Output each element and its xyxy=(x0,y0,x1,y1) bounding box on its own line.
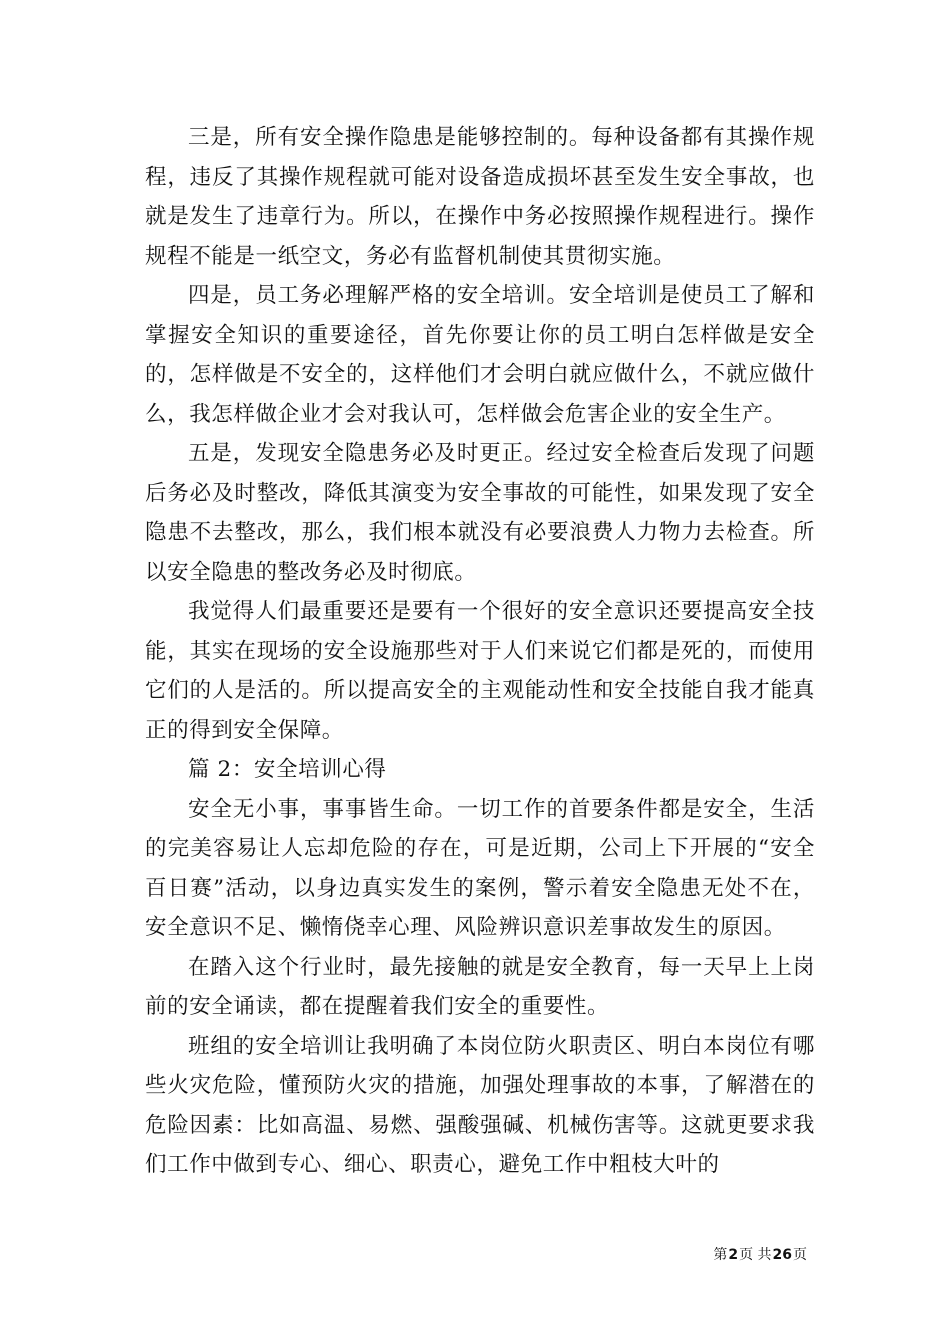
footer-prefix: 第 xyxy=(713,1247,728,1263)
footer-current-page: 2 xyxy=(728,1247,739,1263)
page-number-footer xyxy=(713,1246,807,1264)
footer-total-pages: 26 xyxy=(772,1247,792,1263)
section-heading: 篇 2：安全培训心得 xyxy=(188,757,387,782)
paragraph-point-three: 三是，所有安全操作隐患是能够控制的。每种设备都有其操作规程，违反了其操作规程就可能对设备造成损坏甚至发生安全事故，也就是发生了违章行为。所以，在操作中务必按照操作规程进行。操作规程不能是一纸空文，务必有监督机制使其贯彻实施。 xyxy=(145,125,815,269)
footer-suffix: 页 xyxy=(793,1247,807,1263)
document-body xyxy=(145,118,815,1185)
paragraph-conclusion: 我觉得人们最重要还是要有一个很好的安全意识还要提高安全技能，其实在现场的安全设施那些对于人们来说它们都是死的，而使用它们的人是活的。所以提高安全的主观能动性和安全技能自我才能真正的得到安全保障。 xyxy=(145,599,815,743)
footer-middle: 页 共 xyxy=(739,1247,772,1263)
paragraph-safety-first: 安全无小事，事事皆生命。一切工作的首要条件都是安全，生活的完美容易让人忘却危险的存在，可是近期，公司上下开展的“安全百日赛”活动，以身边真实发生的案例，警示着安全隐患无处不在，安全意识不足、懒惰侥幸心理、风险辨识意识差事故发生的原因。 xyxy=(145,796,815,940)
paragraph-team-training: 班组的安全培训让我明确了本岗位防火职责区、明白本岗位有哪些火灾危险，懂预防火灾的措施，加强处理事故的本事，了解潜在的危险因素：比如高温、易燃、强酸强碱、机械伤害等。这就更要求我们工作中做到专心、细心、职责心，避免工作中粗枝大叶的 xyxy=(145,1033,815,1177)
paragraph-point-four: 四是，员工务必理解严格的安全培训。安全培训是使员工了解和掌握安全知识的重要途径，首先你要让你的员工明白怎样做是安全的，怎样做是不安全的，这样他们才会明白就应做什么，不就应做什么，我怎样做企业才会对我认可，怎样做会危害企业的安全生产。 xyxy=(145,283,815,427)
paragraph-point-five: 五是，发现安全隐患务必及时更正。经过安全检查后发现了问题后务必及时整改，降低其演变为安全事故的可能性，如果发现了安全隐患不去整改，那么，我们根本就没有必要浪费人力物力去检查。所以安全隐患的整改务必及时彻底。 xyxy=(145,441,815,585)
paragraph-safety-education: 在踏入这个行业时，最先接触的就是安全教育，每一天早上上岗前的安全诵读，都在提醒着我们安全的重要性。 xyxy=(145,954,815,1019)
